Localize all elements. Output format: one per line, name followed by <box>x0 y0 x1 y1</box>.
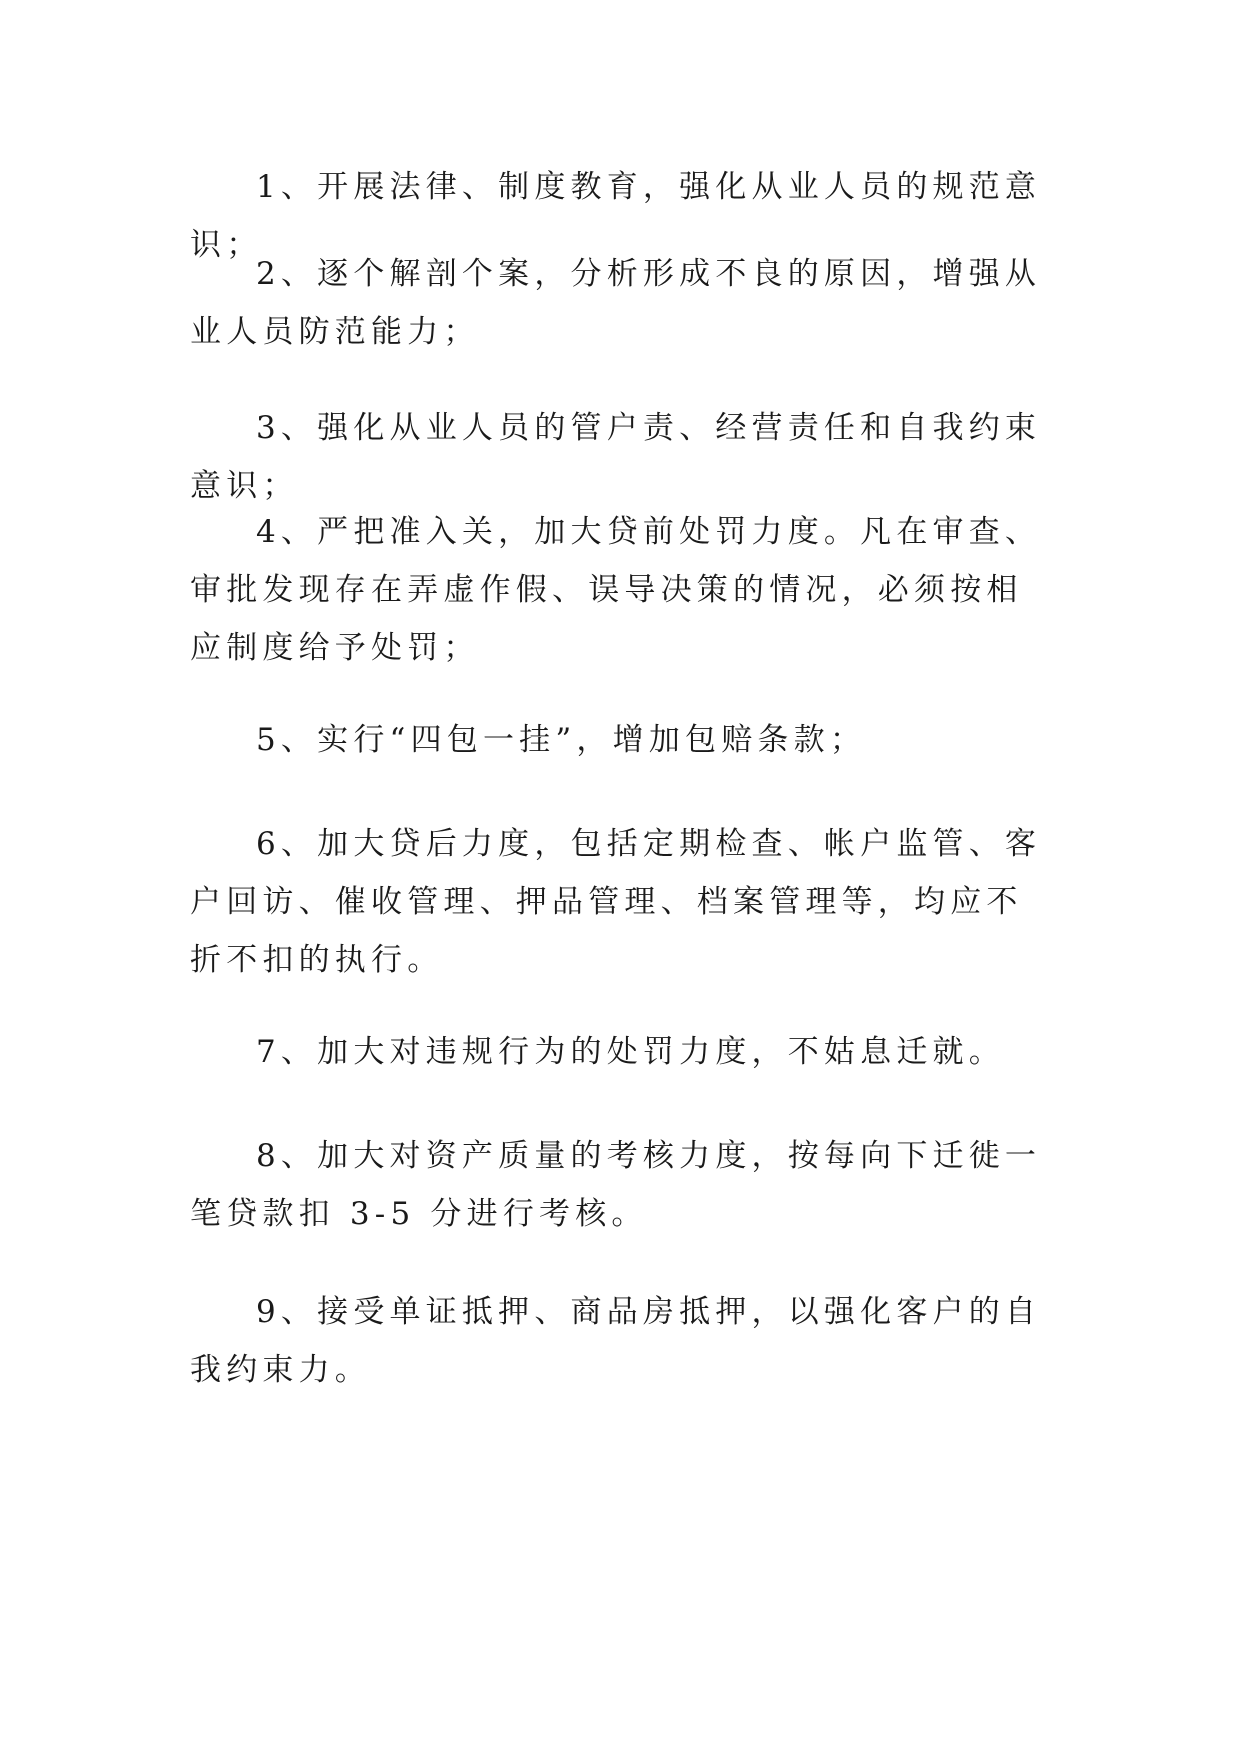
paragraph-8: 8、加大对资产质量的考核力度，按每向下迁徙一笔贷款扣 3-5 分进行考核。 <box>190 1138 1042 1232</box>
paragraph-1: 1、开展法律、制度教育，强化从业人员的规范意识； <box>190 169 1042 263</box>
paragraph-7: 7、加大对违规行为的处罚力度，不姑息迁就。 <box>256 1034 1005 1070</box>
paragraph-4: 4、严把准入关，加大贷前处罚力度。凡在审查、审批发现存在弄虚作假、误导决策的情况，必须按相应制度给予处罚； <box>190 514 1042 666</box>
paragraph-2: 2、逐个解剖个案，分析形成不良的原因，增强从业人员防范能力； <box>190 256 1042 350</box>
paragraph-6: 6、加大贷后力度，包括定期检查、帐户监管、客户回访、催收管理、押品管理、档案管理等，均应不折不扣的执行。 <box>190 826 1042 978</box>
paragraph-3: 3、强化从业人员的管户责、经营责任和自我约束意识； <box>190 410 1042 504</box>
paragraph-5: 5、实行“四包一挂”，增加包赔条款； <box>256 722 867 758</box>
paragraph-9: 9、接受单证抵押、商品房抵押，以强化客户的自我约束力。 <box>190 1294 1042 1388</box>
